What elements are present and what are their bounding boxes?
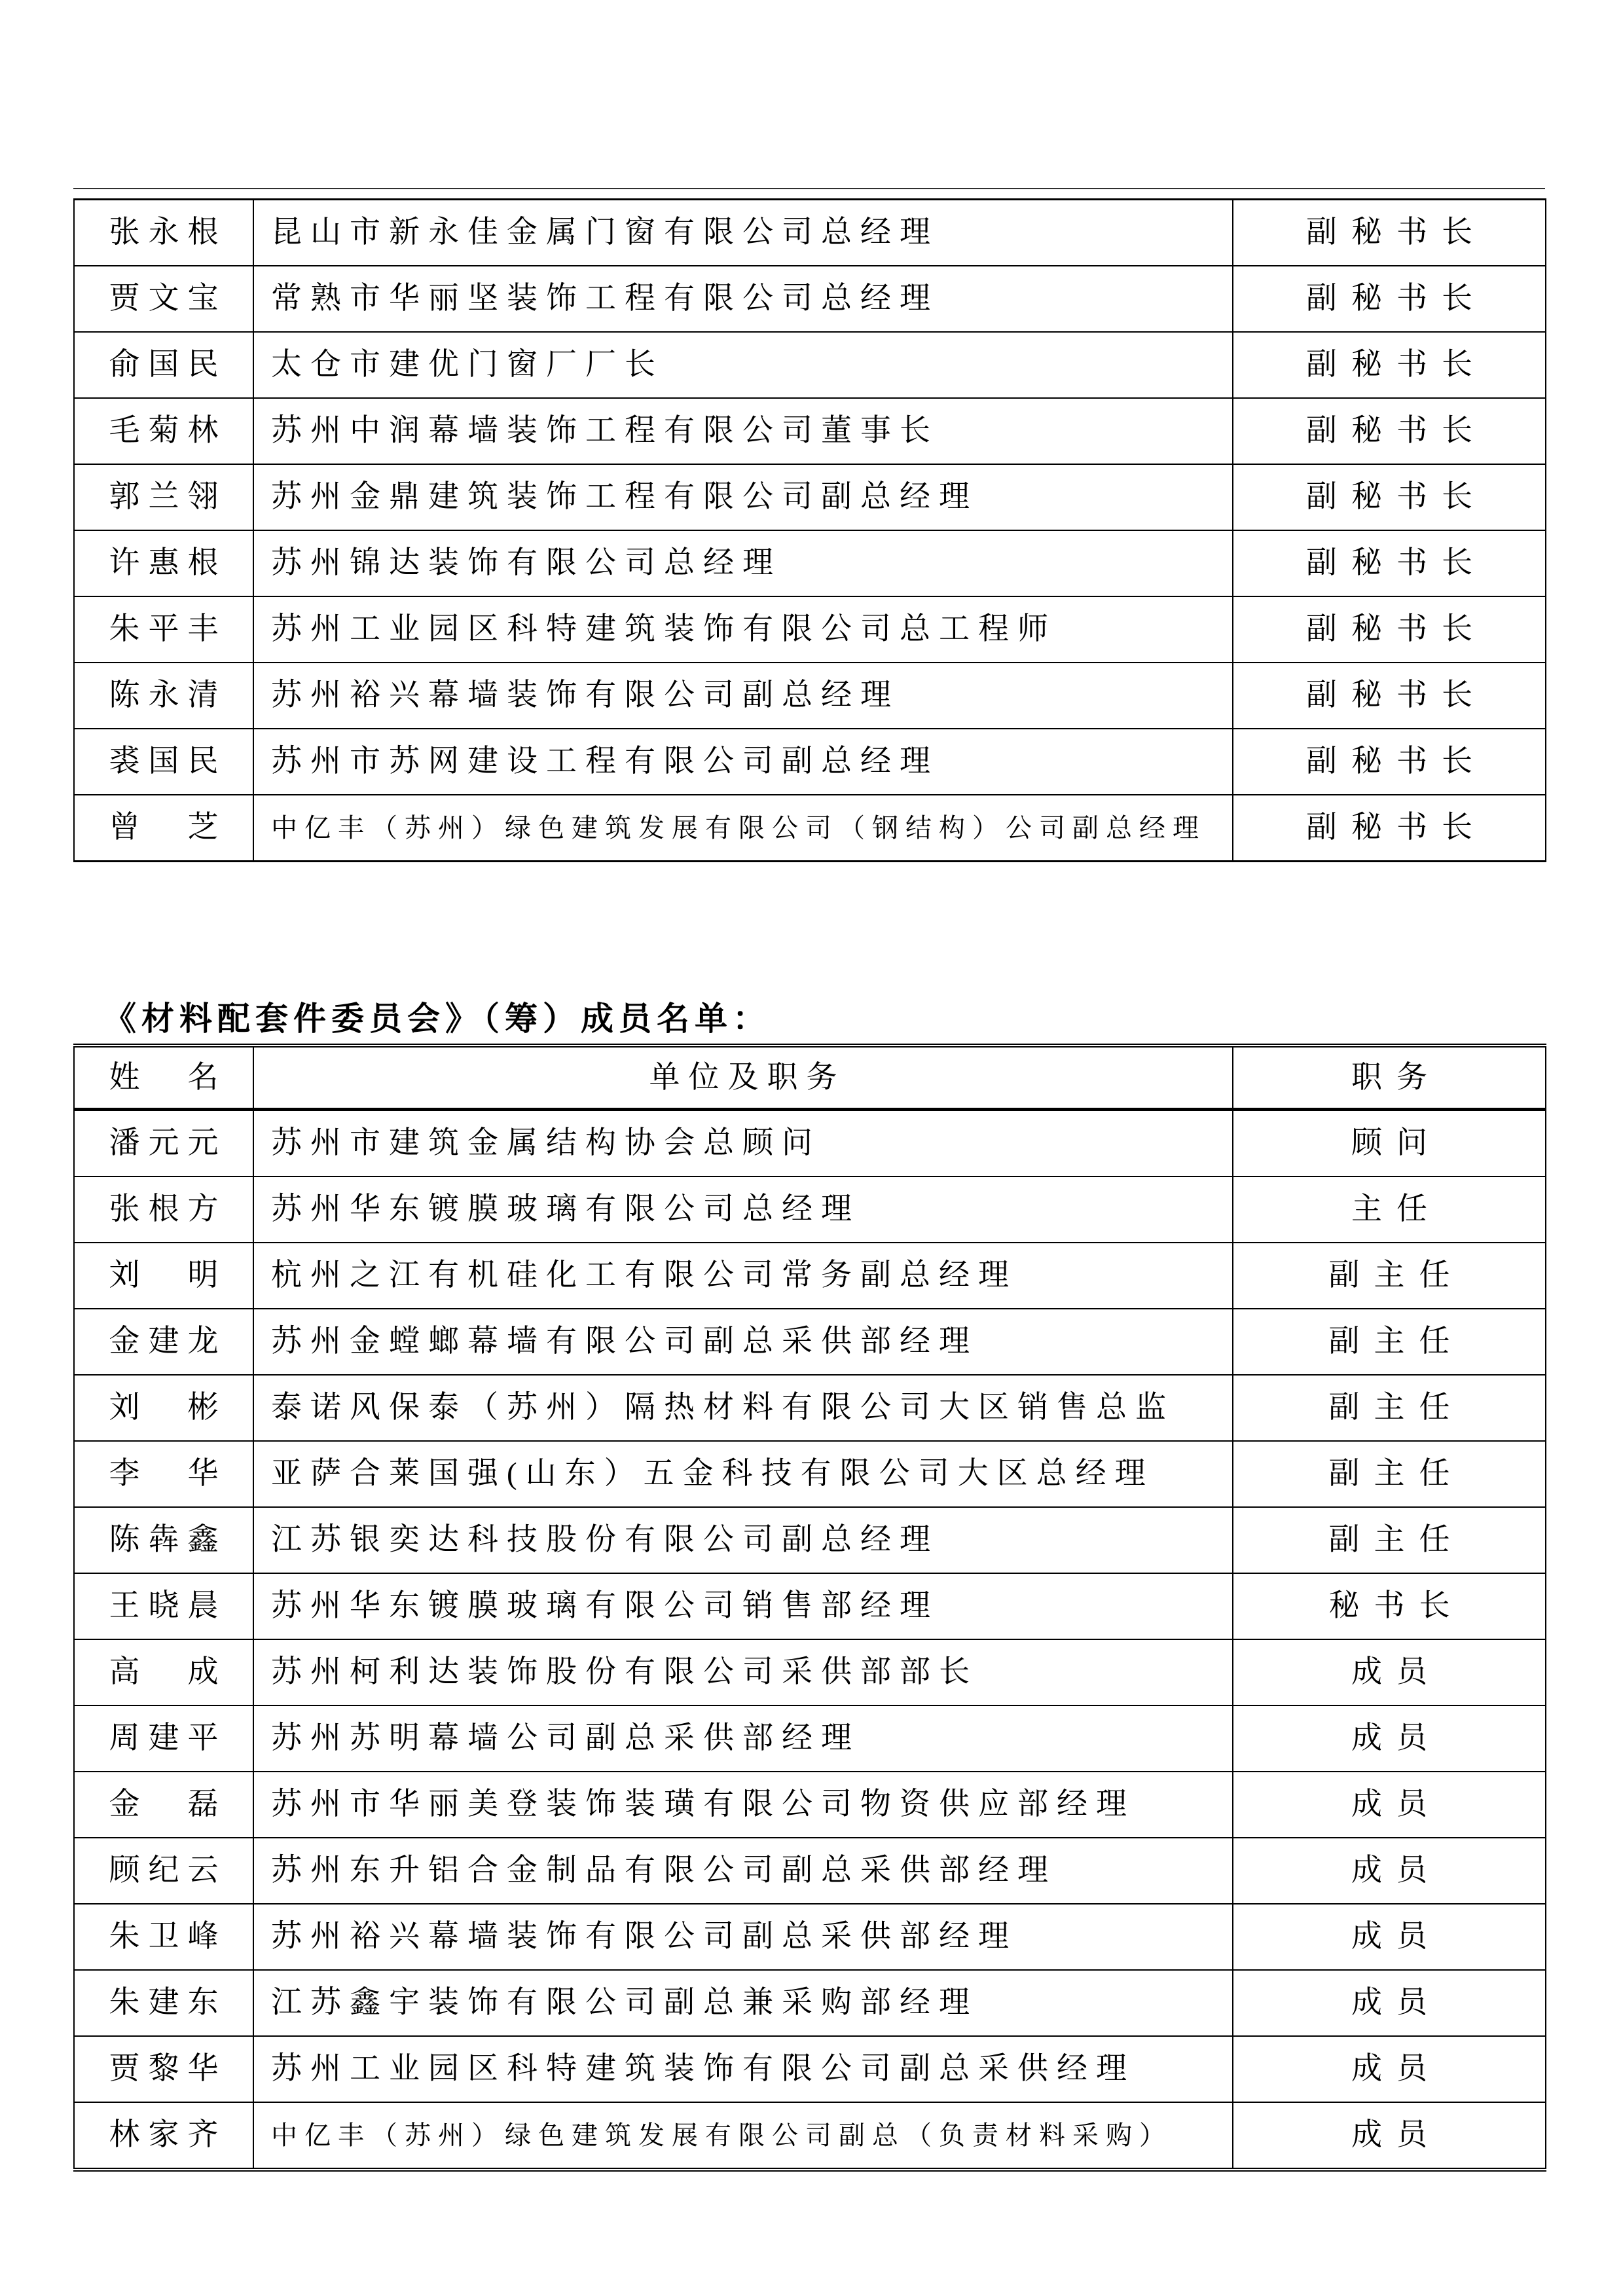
member-unit: 昆山市新永佳金属门窗有限公司总经理	[253, 200, 1233, 266]
table-row	[74, 1243, 1546, 1309]
member-name: 潘元元	[74, 1110, 253, 1177]
member-name: 裘国民	[74, 729, 253, 795]
member-name: 李 华	[74, 1441, 253, 1507]
member-unit: 杭州之江有机硅化工有限公司常务副总经理	[253, 1243, 1233, 1309]
member-role: 副主任	[1233, 1309, 1546, 1375]
table-row	[74, 1507, 1546, 1573]
member-unit: 江苏鑫宇装饰有限公司副总兼采购部经理	[253, 1970, 1233, 2036]
member-role: 副秘书长	[1233, 398, 1546, 464]
member-role: 成员	[1233, 1705, 1546, 1772]
table-row	[74, 1904, 1546, 1970]
member-role: 副秘书长	[1233, 200, 1546, 266]
member-role: 副主任	[1233, 1375, 1546, 1441]
member-unit: 苏州裕兴幕墙装饰有限公司副总采供部经理	[253, 1904, 1233, 1970]
member-name: 张永根	[74, 200, 253, 266]
table-row	[74, 1110, 1546, 1177]
member-role: 副主任	[1233, 1441, 1546, 1507]
member-unit: 苏州柯利达装饰股份有限公司采供部部长	[253, 1639, 1233, 1705]
table-row	[74, 1705, 1546, 1772]
table-row	[74, 398, 1546, 464]
member-role: 成员	[1233, 2102, 1546, 2170]
member-name: 贾文宝	[74, 266, 253, 332]
table-row	[74, 2036, 1546, 2102]
table-row	[74, 596, 1546, 663]
member-role: 副秘书长	[1233, 530, 1546, 596]
member-role: 秘书长	[1233, 1573, 1546, 1639]
table-row	[74, 1441, 1546, 1507]
member-unit: 苏州市苏网建设工程有限公司副总经理	[253, 729, 1233, 795]
table-row	[74, 464, 1546, 530]
member-unit: 苏州中润幕墙装饰工程有限公司董事长	[253, 398, 1233, 464]
table-row	[74, 1573, 1546, 1639]
member-unit: 苏州裕兴幕墙装饰有限公司副总经理	[253, 663, 1233, 729]
member-role: 成员	[1233, 1772, 1546, 1838]
member-unit: 中亿丰（苏州）绿色建筑发展有限公司副总（负责材料采购）	[253, 2102, 1233, 2170]
member-name: 刘 彬	[74, 1375, 253, 1441]
member-unit: 苏州市华丽美登装饰装璜有限公司物资供应部经理	[253, 1772, 1233, 1838]
member-unit: 苏州工业园区科特建筑装饰有限公司总工程师	[253, 596, 1233, 663]
member-unit: 苏州苏明幕墙公司副总采供部经理	[253, 1705, 1233, 1772]
member-unit: 亚萨合莱国强(山东）五金科技有限公司大区总经理	[253, 1441, 1233, 1507]
table-row	[74, 1375, 1546, 1441]
table-row	[74, 663, 1546, 729]
table-row	[74, 1970, 1546, 2036]
officers-table	[73, 198, 1546, 862]
member-role: 成员	[1233, 1970, 1546, 2036]
member-name: 许惠根	[74, 530, 253, 596]
table-header-row	[74, 1046, 1546, 1110]
member-role: 主任	[1233, 1176, 1546, 1243]
member-name: 郭兰翎	[74, 464, 253, 530]
member-name: 贾黎华	[74, 2036, 253, 2102]
member-unit: 苏州金螳螂幕墙有限公司副总采供部经理	[253, 1309, 1233, 1375]
member-name: 俞国民	[74, 332, 253, 398]
committee-members-table	[73, 1044, 1546, 2172]
member-unit: 泰诺风保泰（苏州）隔热材料有限公司大区销售总监	[253, 1375, 1233, 1441]
table-row	[74, 200, 1546, 266]
committee-section-title: 《材料配套件委员会》（筹）成员名单：	[103, 1000, 771, 1037]
member-role: 副秘书长	[1233, 729, 1546, 795]
member-role: 副秘书长	[1233, 266, 1546, 332]
member-name: 陈永清	[74, 663, 253, 729]
header-name: 姓 名	[74, 1046, 253, 1110]
table-row	[74, 266, 1546, 332]
member-unit: 中亿丰（苏州）绿色建筑发展有限公司（钢结构）公司副总经理	[253, 795, 1233, 862]
table-row	[74, 1309, 1546, 1375]
member-name: 周建平	[74, 1705, 253, 1772]
member-name: 毛菊林	[74, 398, 253, 464]
member-role: 副主任	[1233, 1243, 1546, 1309]
member-name: 刘 明	[74, 1243, 253, 1309]
table-row	[74, 795, 1546, 862]
member-name: 朱卫峰	[74, 1904, 253, 1970]
member-role: 副秘书长	[1233, 596, 1546, 663]
member-name: 顾纪云	[74, 1838, 253, 1904]
member-name: 高 成	[74, 1639, 253, 1705]
member-role: 副秘书长	[1233, 795, 1546, 862]
member-unit: 苏州华东镀膜玻璃有限公司总经理	[253, 1176, 1233, 1243]
member-unit: 苏州工业园区科特建筑装饰有限公司副总采供经理	[253, 2036, 1233, 2102]
member-name: 朱平丰	[74, 596, 253, 663]
member-role: 成员	[1233, 2036, 1546, 2102]
member-role: 副秘书长	[1233, 332, 1546, 398]
header-role: 职务	[1233, 1046, 1546, 1110]
table-row	[74, 2102, 1546, 2170]
member-name: 曾 芝	[74, 795, 253, 862]
table-row	[74, 729, 1546, 795]
member-unit: 太仓市建优门窗厂厂长	[253, 332, 1233, 398]
member-unit: 苏州金鼎建筑装饰工程有限公司副总经理	[253, 464, 1233, 530]
member-role: 成员	[1233, 1639, 1546, 1705]
table-row	[74, 1639, 1546, 1705]
member-role: 顾问	[1233, 1110, 1546, 1177]
member-role: 副秘书长	[1233, 663, 1546, 729]
table-row	[74, 1176, 1546, 1243]
member-unit: 苏州市建筑金属结构协会总顾问	[253, 1110, 1233, 1177]
table-row	[74, 1838, 1546, 1904]
page-continuation-rule	[73, 188, 1545, 189]
member-name: 王晓晨	[74, 1573, 253, 1639]
member-name: 陈犇鑫	[74, 1507, 253, 1573]
member-name: 林家齐	[74, 2102, 253, 2170]
member-unit: 苏州华东镀膜玻璃有限公司销售部经理	[253, 1573, 1233, 1639]
member-unit: 江苏银奕达科技股份有限公司副总经理	[253, 1507, 1233, 1573]
member-role: 成员	[1233, 1838, 1546, 1904]
member-unit: 苏州东升铝合金制品有限公司副总采供部经理	[253, 1838, 1233, 1904]
table-row	[74, 1772, 1546, 1838]
member-unit: 常熟市华丽坚装饰工程有限公司总经理	[253, 266, 1233, 332]
member-name: 金 磊	[74, 1772, 253, 1838]
member-role: 成员	[1233, 1904, 1546, 1970]
member-role: 副主任	[1233, 1507, 1546, 1573]
member-name: 金建龙	[74, 1309, 253, 1375]
member-unit: 苏州锦达装饰有限公司总经理	[253, 530, 1233, 596]
member-name: 朱建东	[74, 1970, 253, 2036]
member-role: 副秘书长	[1233, 464, 1546, 530]
table-row	[74, 332, 1546, 398]
table-row	[74, 530, 1546, 596]
header-unit: 单位及职务	[253, 1046, 1233, 1110]
member-name: 张根方	[74, 1176, 253, 1243]
